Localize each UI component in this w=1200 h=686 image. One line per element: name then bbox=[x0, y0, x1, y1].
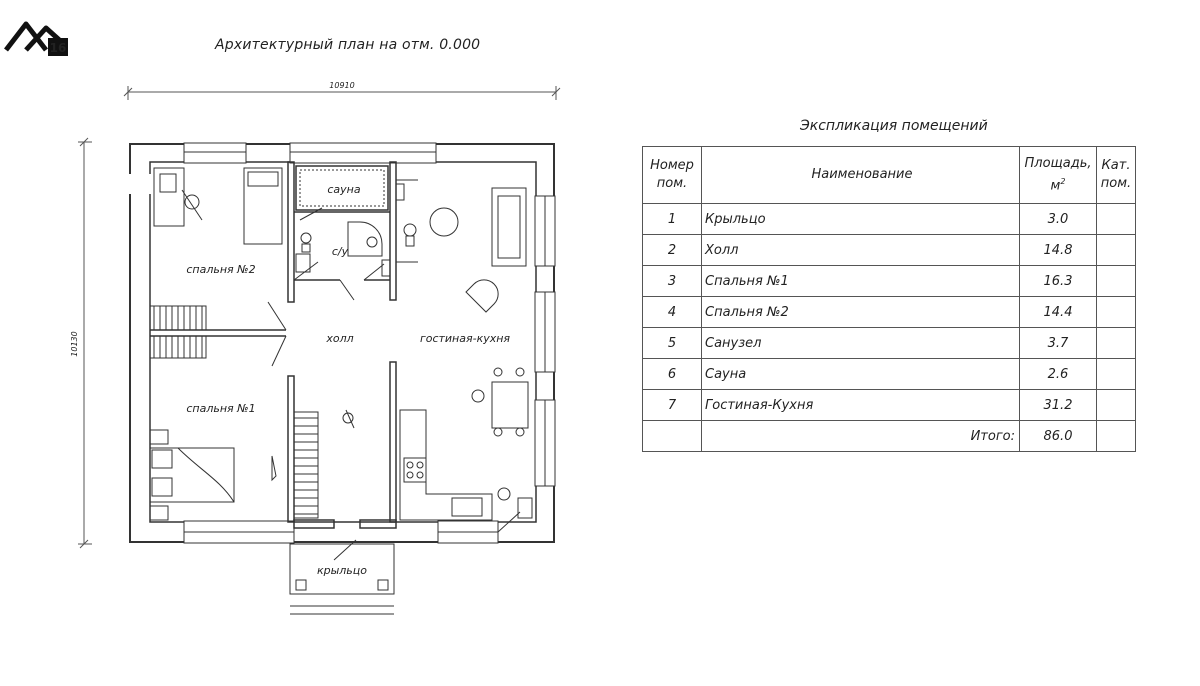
row-category bbox=[1097, 235, 1136, 266]
row-area: 31.2 bbox=[1020, 390, 1097, 421]
row-area: 2.6 bbox=[1020, 359, 1097, 390]
row-area: 16.3 bbox=[1020, 266, 1097, 297]
row-number: 5 bbox=[643, 328, 702, 359]
logo-badge: 16 bbox=[49, 41, 67, 55]
bedroom1-furniture bbox=[150, 430, 276, 520]
row-number: 4 bbox=[643, 297, 702, 328]
row-name: Крыльцо bbox=[702, 204, 1020, 235]
row-name: Сауна bbox=[702, 359, 1020, 390]
row-area: 3.7 bbox=[1020, 328, 1097, 359]
room-label-hall: холл bbox=[326, 332, 354, 345]
room-label-bedroom1: спальня №1 bbox=[186, 402, 256, 415]
header-name: Наименование bbox=[702, 147, 1020, 204]
table-row bbox=[643, 328, 1136, 359]
room-label-living: гостиная-кухня bbox=[419, 332, 511, 345]
row-area: 14.4 bbox=[1020, 297, 1097, 328]
header-number: Номер пом. bbox=[643, 147, 702, 204]
table-row bbox=[643, 266, 1136, 297]
table-row bbox=[643, 204, 1136, 235]
floor-plan bbox=[60, 70, 580, 630]
plan-title: Архитектурный план на отм. 0.000 bbox=[215, 37, 481, 53]
row-name: Холл bbox=[702, 235, 1020, 266]
room-label-wc: с/у bbox=[331, 245, 349, 258]
row-area: 3.0 bbox=[1020, 204, 1097, 235]
room-label-sauna: сауна bbox=[327, 183, 361, 196]
room-label-bedroom2: спальня №2 bbox=[186, 263, 256, 276]
table-row bbox=[643, 390, 1136, 421]
table-row bbox=[643, 235, 1136, 266]
table-total-row bbox=[643, 421, 1136, 452]
table-row bbox=[643, 297, 1136, 328]
total-value: 86.0 bbox=[1020, 421, 1097, 452]
total-label: Итого: bbox=[702, 421, 1020, 452]
room-label-porch: крыльцо bbox=[316, 564, 368, 577]
row-name: Гостиная-Кухня bbox=[702, 390, 1020, 421]
row-number: 2 bbox=[643, 235, 702, 266]
row-number: 7 bbox=[643, 390, 702, 421]
table-header-row bbox=[643, 147, 1136, 204]
row-number: 3 bbox=[643, 266, 702, 297]
row-area: 14.8 bbox=[1020, 235, 1097, 266]
kitchen-furniture bbox=[400, 410, 532, 520]
table-row bbox=[643, 359, 1136, 390]
porch bbox=[290, 544, 394, 614]
bedroom2-furniture bbox=[154, 168, 282, 244]
row-category bbox=[1097, 204, 1136, 235]
table-title: Экспликация помещений bbox=[800, 118, 988, 134]
row-number: 6 bbox=[643, 359, 702, 390]
row-category bbox=[1097, 297, 1136, 328]
dimension-height bbox=[78, 138, 92, 548]
company-logo bbox=[4, 16, 70, 62]
row-category bbox=[1097, 328, 1136, 359]
dimension-height-label: 10130 bbox=[70, 331, 79, 357]
header-category: Кат. пом. bbox=[1097, 147, 1136, 204]
row-category bbox=[1097, 359, 1136, 390]
row-name: Спальня №2 bbox=[702, 297, 1020, 328]
header-area: Площадь, $м^2$ bbox=[1020, 147, 1097, 204]
row-number: 1 bbox=[643, 204, 702, 235]
row-category bbox=[1097, 266, 1136, 297]
row-name: Санузел bbox=[702, 328, 1020, 359]
interior-walls bbox=[150, 162, 396, 528]
explication-table bbox=[642, 146, 1136, 452]
row-name: Спальня №1 bbox=[702, 266, 1020, 297]
row-category bbox=[1097, 390, 1136, 421]
dimension-width-label: 10910 bbox=[329, 81, 355, 90]
